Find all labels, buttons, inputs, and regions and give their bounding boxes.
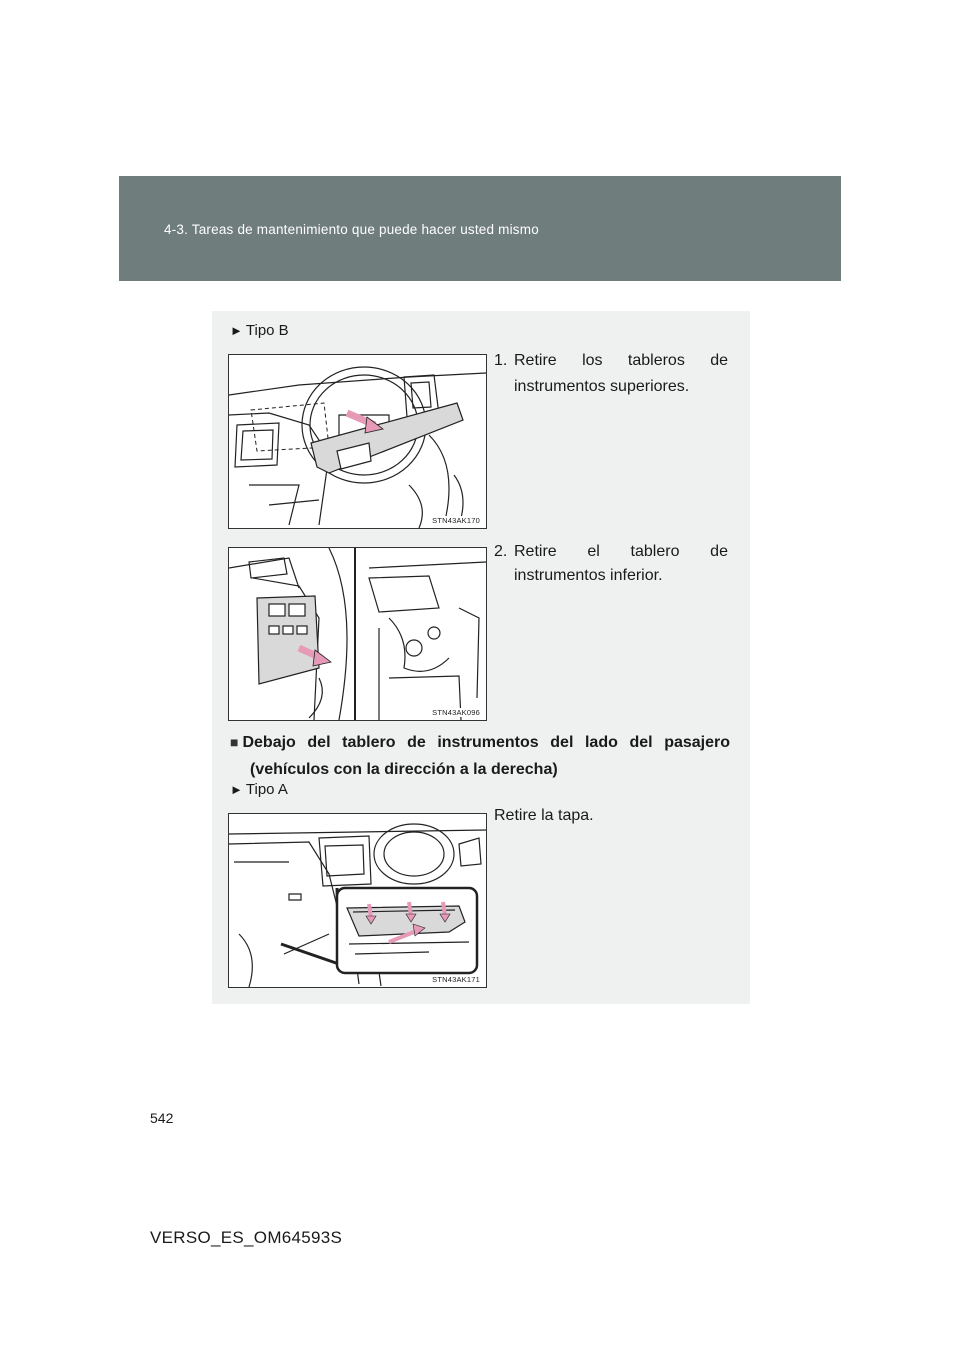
step-number: 2.	[494, 543, 508, 560]
heading-word: del	[550, 734, 574, 751]
figure-upper-panels	[228, 354, 487, 529]
step-word: Retire	[514, 352, 557, 369]
subsection-heading	[230, 729, 730, 783]
type-a-text: Tipo A	[245, 781, 288, 798]
step-word: tablero	[630, 543, 680, 560]
passenger-side-illustration	[229, 814, 486, 987]
remove-cover-text: Retire la tapa.	[494, 807, 594, 824]
step-text-line2: instrumentos superiores.	[514, 378, 690, 395]
heading-word: del	[307, 734, 331, 751]
step-word: el	[587, 543, 600, 560]
step-word: tableros	[627, 352, 685, 369]
type-b-text: Tipo B	[245, 322, 289, 339]
figure-lower-panel	[228, 547, 487, 721]
heading-word: instrumentos	[437, 734, 539, 751]
figure-passenger-cover	[228, 813, 487, 988]
step-word: los	[582, 352, 603, 369]
heading-word: del	[629, 734, 653, 751]
dashboard-upper-illustration	[229, 355, 486, 528]
step-word: Retire	[514, 543, 557, 560]
heading-line2: (vehículos con la dirección a la derecha)	[250, 761, 558, 778]
heading-word: Debajo	[242, 734, 296, 751]
content-panel	[212, 311, 750, 1004]
step-word: de	[710, 352, 728, 369]
figure-code: STN43AK171	[432, 975, 480, 984]
step-1	[494, 348, 728, 400]
dashboard-lower-illustration	[229, 548, 486, 720]
step-number: 1.	[494, 352, 508, 369]
type-a-label	[230, 781, 288, 798]
type-b-label	[230, 322, 289, 339]
section-title: 4-3. Tareas de mantenimiento que puede hacer usted mismo	[164, 222, 539, 237]
step-text-line2: instrumentos inferior.	[514, 567, 663, 584]
square-bullet-icon: ■	[230, 734, 239, 750]
heading-word: lado	[584, 734, 618, 751]
triangle-bullet-icon: ►	[230, 782, 243, 797]
heading-word: pasajero	[664, 734, 730, 751]
heading-word: de	[407, 734, 426, 751]
step-word: de	[710, 543, 728, 560]
step-2	[494, 540, 728, 588]
page-number: 542	[150, 1110, 174, 1126]
figure-code: STN43AK170	[432, 516, 480, 525]
triangle-bullet-icon: ►	[230, 323, 243, 338]
figure-code: STN43AK096	[432, 708, 480, 717]
document-id: VERSO_ES_OM64593S	[150, 1228, 343, 1247]
heading-word: tablero	[342, 734, 396, 751]
section-header-band	[119, 176, 841, 281]
